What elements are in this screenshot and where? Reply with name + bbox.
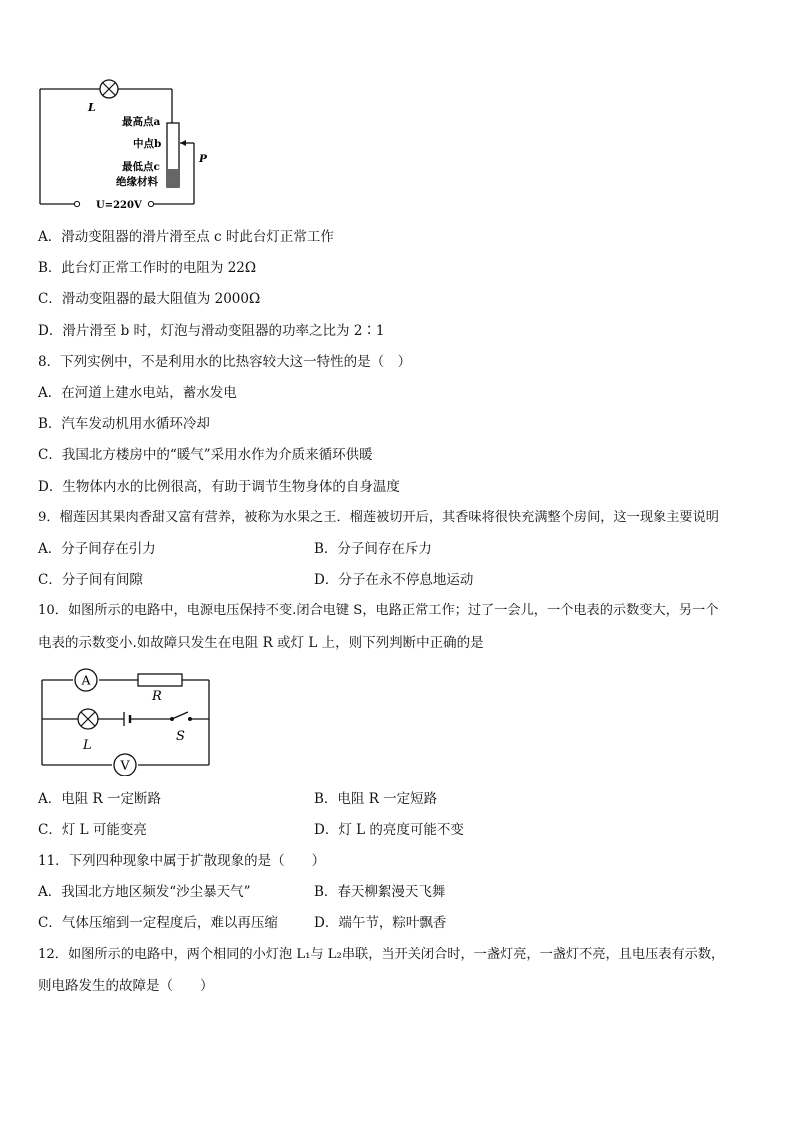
q11-option-c: C．气体压缩到一定程度后，难以再压缩 bbox=[38, 915, 278, 931]
label-P: P bbox=[199, 153, 207, 165]
circuit-figure-1 bbox=[30, 75, 230, 215]
label-mid-b: 中点b bbox=[133, 138, 162, 150]
q12-stem-line2: 则电路发生的故障是（ ） bbox=[38, 978, 214, 994]
q8-stem: 8．下列实例中，不是利用水的比热容较大这一特性的是（ ） bbox=[38, 354, 412, 370]
q11-stem: 11．下列四种现象中属于扩散现象的是（ ） bbox=[38, 853, 326, 869]
q9-option-a: A．分子间存在引力 bbox=[38, 541, 156, 557]
label-R: R bbox=[152, 689, 162, 704]
label-top-a: 最高点a bbox=[122, 116, 161, 128]
label-voltage: U=220V bbox=[96, 200, 142, 211]
q11-option-a: A．我国北方地区频发“沙尘暴天气” bbox=[38, 884, 251, 900]
q10-stem-line2: 电表的示数变小.如故障只发生在电阻 R 或灯 L 上，则下列判断中正确的是 bbox=[38, 635, 484, 651]
q9-option-b: B．分子间存在斥力 bbox=[314, 541, 432, 557]
q8-option-d: D．生物体内水的比例很高，有助于调节生物身体的自身温度 bbox=[38, 479, 400, 495]
label-L: L bbox=[88, 101, 96, 114]
label-low-c: 最低点c bbox=[122, 161, 160, 173]
q7-option-c: C．滑动变阻器的最大阻值为 2000Ω bbox=[38, 291, 261, 307]
q9-option-d: D．分子在永不停息地运动 bbox=[314, 572, 474, 588]
q8-option-b: B．汽车发动机用水循环冷却 bbox=[38, 416, 210, 432]
ammeter-label: A bbox=[81, 672, 91, 688]
q9-option-c: C．分子间有间隙 bbox=[38, 572, 143, 588]
q10-stem-line1: 10．如图所示的电路中，电源电压保持不变.闭合电键 S，电路正常工作；过了一会儿，一个电表的示数变大，另一个 bbox=[38, 603, 719, 618]
q8-option-a: A．在河道上建水电站，蓄水发电 bbox=[38, 385, 237, 401]
q11-option-d: D．端午节，粽叶飘香 bbox=[314, 915, 447, 931]
q10-option-c: C．灯 L 可能变亮 bbox=[38, 822, 147, 838]
label-L: L bbox=[83, 738, 92, 753]
q9-stem: 9．榴莲因其果肉香甜又富有营养，被称为水果之王．榴莲被切开后，其香味将很快充满整个房间，这一现象主要说明 bbox=[38, 510, 719, 525]
voltmeter-label: V bbox=[120, 757, 130, 773]
label-S: S bbox=[176, 729, 185, 744]
label-insulation: 绝缘材料 bbox=[116, 176, 158, 188]
q12-stem-line1: 12．如图所示的电路中，两个相同的小灯泡 L₁与 L₂串联，当开关闭合时，一盏灯亮，一盏灯不亮，且电压表有示数， bbox=[38, 947, 725, 962]
q8-option-c: C．我国北方楼房中的“暖气”采用水作为介质来循环供暖 bbox=[38, 447, 373, 463]
q10-option-a: A．电阻 R 一定断路 bbox=[38, 791, 161, 807]
q10-option-d: D．灯 L 的亮度可能不变 bbox=[314, 822, 464, 838]
q7-option-b: B．此台灯正常工作时的电阻为 22Ω bbox=[38, 260, 257, 276]
q11-option-b: B．春天柳絮漫天飞舞 bbox=[314, 884, 446, 900]
q7-option-a: A．滑动变阻器的滑片滑至点 c 时此台灯正常工作 bbox=[38, 229, 334, 245]
circuit-figure-2 bbox=[36, 666, 216, 776]
q7-option-d: D．滑片滑至 b 时，灯泡与滑动变阻器的功率之比为 2∶1 bbox=[38, 323, 385, 339]
q10-option-b: B．电阻 R 一定短路 bbox=[314, 791, 438, 807]
